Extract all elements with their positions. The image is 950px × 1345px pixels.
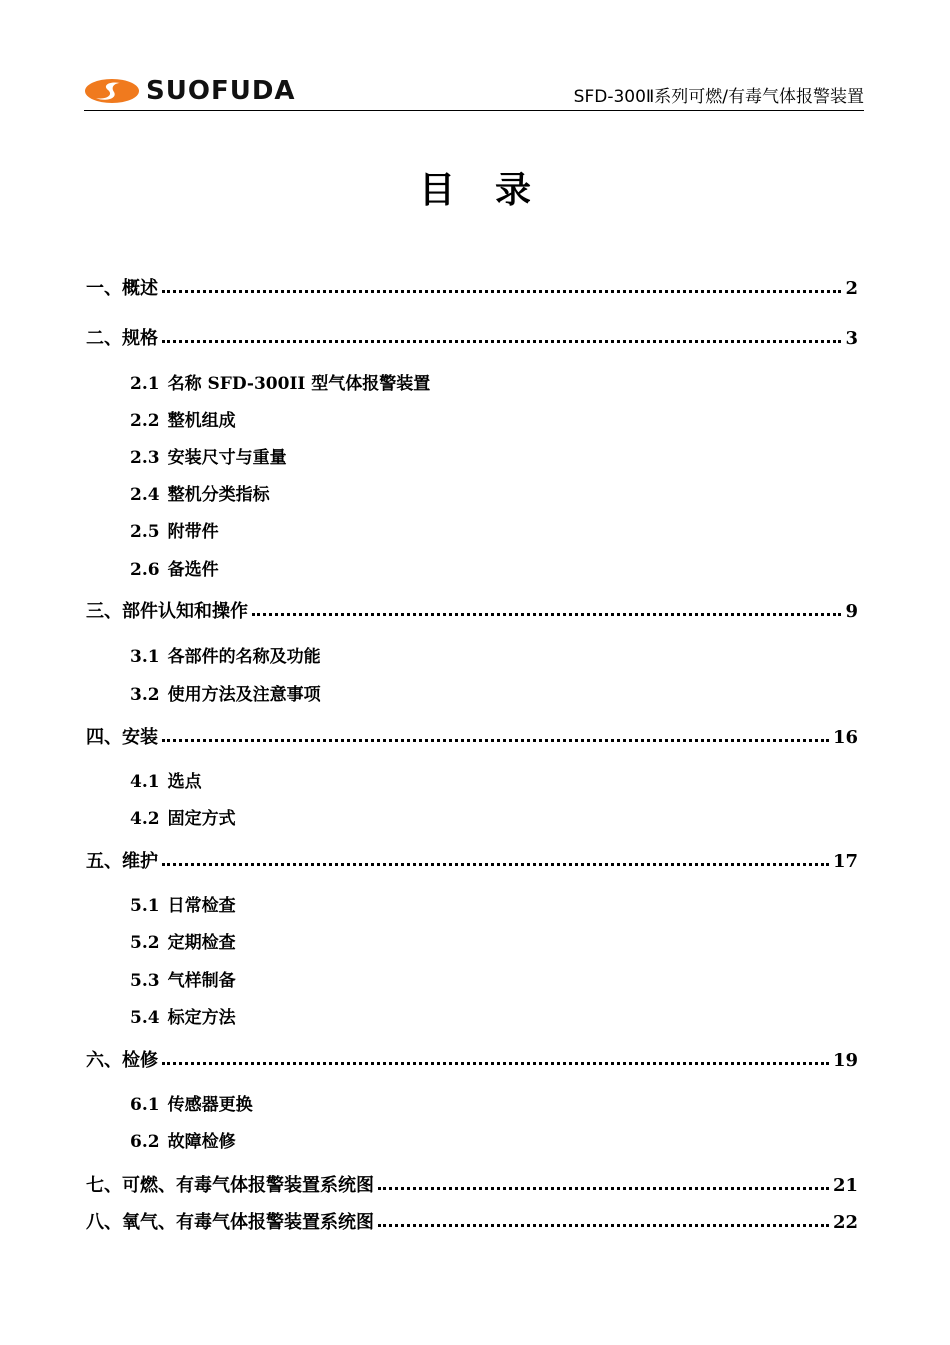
toc-section-6-1[interactable] [130,1093,253,1117]
toc-chapter-4[interactable] [86,725,858,751]
toc-section-number: 6.1 [130,1095,160,1115]
toc-section-5-4[interactable] [130,1006,236,1030]
toc-section-number: 2.5 [130,522,160,542]
toc-section-label: 整机分类指标 [167,485,270,505]
logo-wordmark: SUOFUDA [146,76,296,106]
toc-section-3-1[interactable] [130,645,321,669]
toc-leader-dots [162,863,829,866]
toc-section-number: 5.1 [130,896,160,916]
toc-chapter-6[interactable] [86,1048,858,1074]
page-title: 目录 [418,170,571,211]
toc-page-number: 3 [845,328,858,349]
suofuda-logo-icon [84,78,140,104]
toc-section-2-6[interactable] [130,558,219,582]
toc-section-label: 传感器更换 [167,1095,253,1115]
toc-section-2-1[interactable] [130,372,430,396]
toc-section-label: 备选件 [167,560,219,580]
suofuda-logo [84,76,296,106]
toc-section-number: 2.2 [130,411,160,431]
toc-section-4-2[interactable] [130,807,236,831]
toc-page-number: 2 [845,278,858,299]
toc-section-number: 5.3 [130,971,160,991]
toc-leader-dots [252,613,841,616]
header-divider [84,110,864,111]
toc-section-label: 故障检修 [167,1132,236,1152]
toc-section-5-2[interactable] [130,931,236,955]
toc-chapter-7[interactable] [86,1173,858,1199]
toc-page-number: 22 [832,1212,858,1233]
toc-section-number: 2.4 [130,485,160,505]
toc-section-6-2[interactable] [130,1130,236,1154]
toc-section-label: 固定方式 [167,809,236,829]
toc-section-label: 日常检查 [167,896,236,916]
toc-leader-dots [162,290,841,293]
toc-chapter-label: 八、氧气、有毒气体报警装置系统图 [86,1212,374,1233]
toc-section-5-3[interactable] [130,969,236,993]
toc-section-label: 名称 SFD-300II 型气体报警装置 [167,374,431,394]
toc-chapter-label: 六、检修 [86,1050,158,1071]
toc-section-2-5[interactable] [130,520,219,544]
page-header [84,72,864,112]
toc-section-2-2[interactable] [130,409,236,433]
toc-section-number: 2.1 [130,374,160,394]
toc-section-2-3[interactable] [130,446,287,470]
toc-section-label: 气样制备 [167,971,236,991]
toc-section-2-4[interactable] [130,483,270,507]
toc-section-label: 安装尺寸与重量 [167,448,287,468]
toc-section-number: 4.2 [130,809,160,829]
toc-section-label: 标定方法 [167,1008,236,1028]
toc-chapter-5[interactable] [86,849,858,875]
toc-chapter-label: 四、安装 [86,727,158,748]
toc-leader-dots [378,1224,829,1227]
toc-chapter-label: 五、维护 [86,851,158,872]
toc-chapter-3[interactable] [86,599,858,625]
toc-leader-dots [162,1062,829,1065]
toc-chapter-1[interactable] [86,276,858,302]
toc-section-number: 6.2 [130,1132,160,1152]
toc-section-number: 2.3 [130,448,160,468]
toc-section-number: 3.1 [130,647,160,667]
toc-page-number: 21 [832,1175,858,1196]
toc-section-number: 2.6 [130,560,160,580]
toc-leader-dots [162,739,829,742]
toc-page-number: 9 [845,601,858,622]
toc-section-label: 选点 [167,772,202,792]
toc-section-label: 使用方法及注意事项 [167,685,321,705]
toc-page-number: 17 [832,851,858,872]
document-title: SFD-300Ⅱ系列可燃/有毒气体报警装置 [573,87,864,107]
toc-chapter-label: 七、可燃、有毒气体报警装置系统图 [86,1175,374,1196]
toc-page-number: 16 [832,727,858,748]
toc-section-number: 3.2 [130,685,160,705]
toc-page-number: 19 [832,1050,858,1071]
toc-section-5-1[interactable] [130,894,236,918]
toc-section-label: 各部件的名称及功能 [167,647,321,667]
toc-section-3-2[interactable] [130,683,321,707]
toc-section-number: 5.2 [130,933,160,953]
toc-section-label: 附带件 [167,522,219,542]
toc-section-4-1[interactable] [130,770,202,794]
toc-section-number: 5.4 [130,1008,160,1028]
toc-section-label: 整机组成 [167,411,236,431]
toc-section-label: 定期检查 [167,933,236,953]
toc-chapter-2[interactable] [86,326,858,352]
toc-chapter-label: 三、部件认知和操作 [86,601,248,622]
toc-chapter-8[interactable] [86,1210,858,1236]
toc-leader-dots [378,1187,829,1190]
toc-chapter-label: 二、规格 [86,328,158,349]
toc-leader-dots [162,340,841,343]
toc-chapter-label: 一、概述 [86,278,158,299]
toc-section-number: 4.1 [130,772,160,792]
